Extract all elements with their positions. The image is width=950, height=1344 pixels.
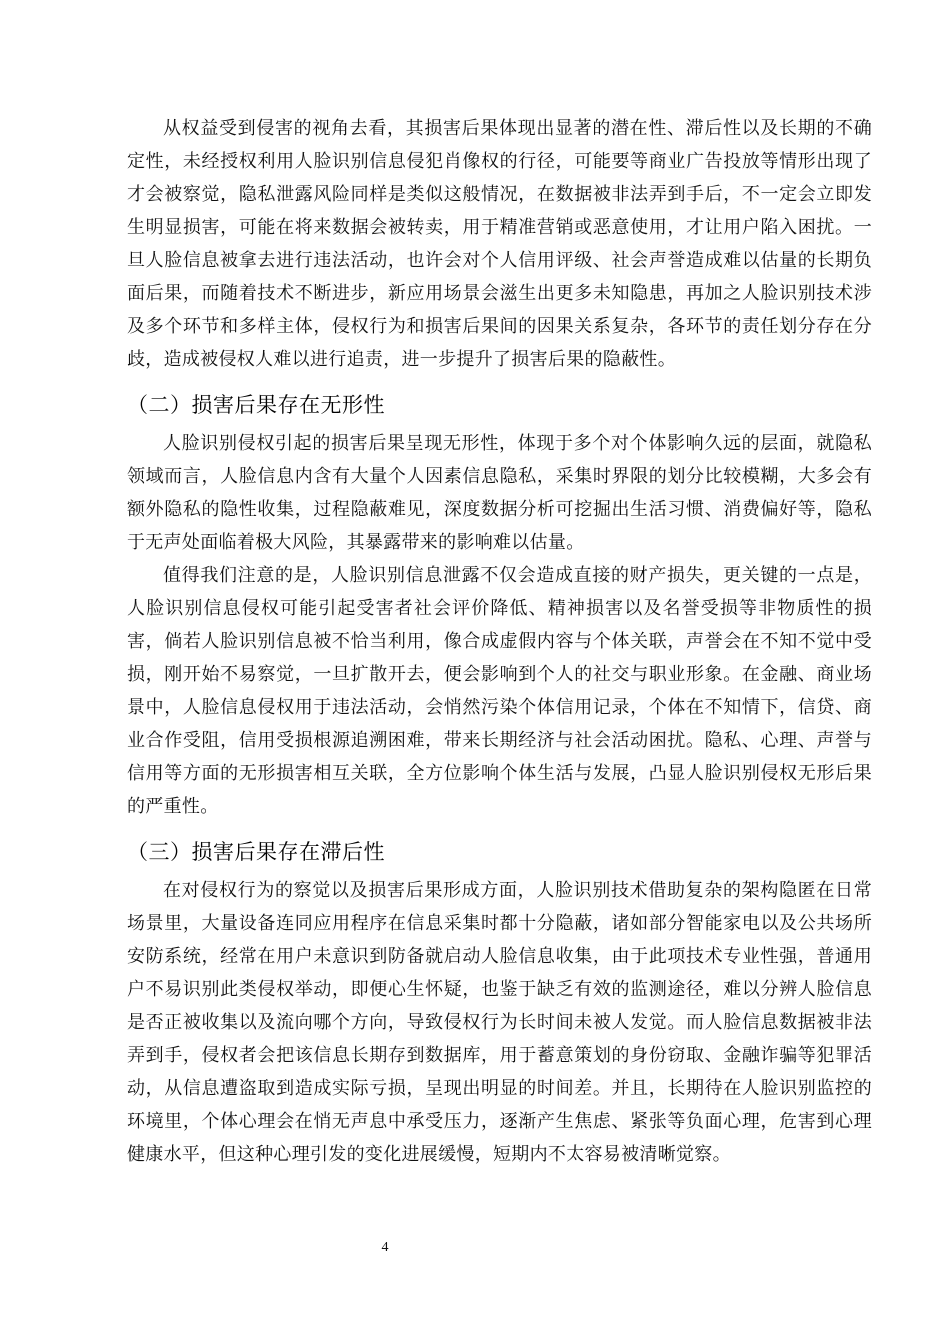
section-heading: （三）损害后果存在滞后性 [127, 840, 385, 864]
intro-section [127, 112, 872, 376]
paragraph: 值得我们注意的是，人脸识别信息泄露不仅会造成直接的财产损失，更关键的一点是，人脸识别信息侵权可能引起受害者社会评价降低、精神损害以及名誉受损等非物质性的损害，倘若人脸识别信息被不恰当利用，像合成虚假内容与个体关联，声誉会在不知不觉中受损，刚开始不易察觉，一旦扩散开去，便会影响到个人的社交与职业形象。在金融、商业场景中，人脸信息侵权用于违法活动，会悄然污染个体信用记录，个体在不知情下，信贷、商业合作受阻，信用受损根源追溯困难，带来长期经济与社会活动困扰。隐私、心理、声誉与信用等方面的无形损害相互关联，全方位影响个体生活与发展，凸显人脸识别侵权无形后果的严重性。 [127, 565, 872, 817]
section-intangibility [127, 385, 872, 823]
paragraph: 在对侵权行为的察觉以及损害后果形成方面，人脸识别技术借助复杂的架构隐匿在日常场景里，大量设备连同应用程序在信息采集时都十分隐蔽，诸如部分智能家电以及公共场所安防系统，经常在用户未意识到防备就启动人脸信息收集，由于此项技术专业性强，普通用户不易识别此类侵权举动，即便心生怀疑，也鉴于缺乏有效的监测途径，难以分辨人脸信息是否正被收集以及流向哪个方向，导致侵权行为长时间未被人发觉。而人脸信息数据被非法弄到手，侵权者会把该信息长期存到数据库，用于蓄意策划的身份窃取、金融诈骗等犯罪活动，从信息遭盗取到造成实际亏损，呈现出明显的时间差。并且，长期待在人脸识别监控的环境里，个体心理会在悄无声息中承受压力，逐渐产生焦虑、紧张等负面心理，危害到心理健康水平，但这种心理引发的变化进展缓慢，短期内不太容易被清晰觉察。 [127, 880, 872, 1165]
paragraph: 人脸识别侵权引起的损害后果呈现无形性，体现于多个对个体影响久远的层面，就隐私领域而言，人脸信息内含有大量个人因素信息隐私，采集时界限的划分比较模糊，大多会有额外隐私的隐性收集，过程隐蔽难见，深度数据分析可挖掘出生活习惯、消费偏好等，隐私于无声处面临着极大风险，其暴露带来的影响难以估量。 [127, 433, 872, 553]
document-body [127, 112, 872, 1171]
section-lag [127, 832, 872, 1171]
paragraph: 从权益受到侵害的视角去看，其损害后果体现出显著的潜在性、滞后性以及长期的不确定性，未经授权利用人脸识别信息侵犯肖像权的行径，可能要等商业广告投放等情形出现了才会被察觉，隐私泄露风险同样是类似这般情况，在数据被非法弄到手后，不一定会立即发生明显损害，可能在将来数据会被转卖，用于精准营销或恶意使用，才让用户陷入困扰。一旦人脸信息被拿去进行违法活动，也许会对个人信用评级、社会声誉造成难以估量的长期负面后果，而随着技术不断进步，新应用场景会滋生出更多未知隐患，再加之人脸识别技术涉及多个环节和多样主体，侵权行为和损害后果间的因果关系复杂，各环节的责任划分存在分歧，造成被侵权人难以进行追责，进一步提升了损害后果的隐蔽性。 [127, 118, 872, 370]
page-number: 4 [381, 1240, 389, 1255]
section-heading: （二）损害后果存在无形性 [127, 393, 385, 417]
